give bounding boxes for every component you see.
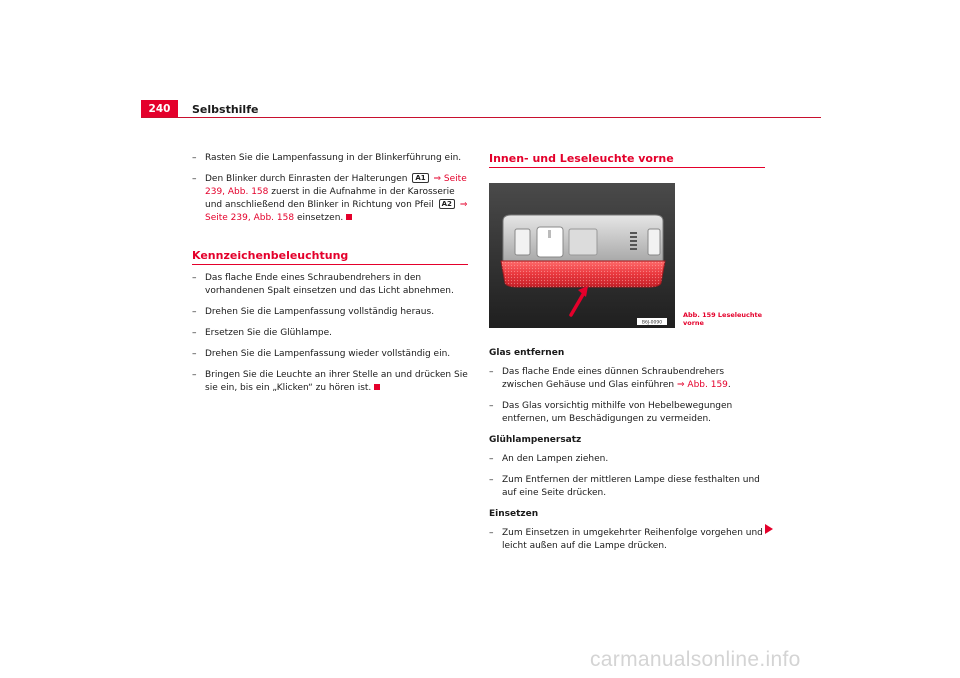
subheading-glas-entfernen: Glas entfernen	[489, 348, 565, 358]
running-title: Selbsthilfe	[192, 103, 259, 116]
list-item: – Das flache Ende eines dünnen Schraubendrehers zwischen Gehäuse und Glas einführen ⇒ Abb. 159.	[489, 367, 731, 390]
next-page-arrow-icon	[765, 524, 773, 534]
list-item: – An den Lampen ziehen.	[489, 454, 609, 464]
list-item: – Zum Einsetzen in umgekehrter Reihenfolge vorgehen und leicht außen auf die Lampe drücken.	[489, 528, 763, 551]
header-rule	[141, 117, 821, 118]
list-item: – Den Blinker durch Einrasten der Halterungen A1 ⇒ Seite 239, Abb. 158 zuerst in die Aufnahme in der Karosserie und anschließend den Blinker in Richtung von Pfeil A2 ⇒ Seite 239, Abb. 158 einsetzen.	[192, 174, 468, 223]
lamp-switch-left	[515, 229, 530, 255]
end-of-section-mark	[374, 384, 380, 390]
subheading-einsetzen: Einsetzen	[489, 509, 539, 519]
right-column-body	[489, 347, 765, 561]
subheading-gluehlampenersatz: Glühlampenersatz	[489, 435, 582, 445]
lamp-switch-right	[648, 229, 660, 255]
list-item: – Ersetzen Sie die Glühlampe.	[192, 328, 332, 338]
right-column-header	[489, 152, 765, 175]
watermark: carmanualsonline.info	[590, 648, 801, 671]
list-item: – Rasten Sie die Lampenfassung in der Blinkerführung ein.	[192, 153, 462, 163]
page-number: 240	[141, 100, 178, 118]
list-item: – Drehen Sie die Lampenfassung wieder vollständig ein.	[192, 349, 451, 359]
reading-light-illustration	[489, 183, 675, 328]
section-title-innenleuchte: Innen- und Leseleuchte vorne	[489, 152, 674, 165]
callout-a1: A1	[412, 173, 428, 183]
figure-reading-light	[489, 183, 675, 328]
end-of-section-mark	[346, 214, 352, 220]
figure-code: B6J-0090	[641, 320, 663, 326]
list-item: – Drehen Sie die Lampenfassung vollständig heraus.	[192, 307, 435, 317]
cross-reference-link[interactable]: ⇒ Seite 239, Abb. 158	[205, 174, 467, 197]
list-item: – Zum Entfernen der mittleren Lampe diese festhalten und auf eine Seite drücken.	[489, 475, 760, 498]
section-rule	[489, 167, 765, 168]
cross-reference-link[interactable]: ⇒ Abb. 159	[677, 380, 728, 390]
left-column	[192, 152, 468, 403]
list-item: – Das Glas vorsichtig mithilfe von Hebelbewegungen entfernen, um Beschädigungen zu vermeiden.	[489, 401, 733, 424]
callout-a2: A2	[439, 199, 455, 209]
cross-reference-link[interactable]: ⇒ Seite 239, Abb. 158	[205, 200, 468, 223]
section-title-kennzeichenbeleuchtung: Kennzeichenbeleuchtung	[192, 249, 349, 262]
section-rule	[192, 264, 468, 265]
list-item: – Bringen Sie die Leuchte an ihrer Stelle an und drücken Sie sie ein, bis ein „Klicken“ zu hören ist.	[192, 370, 468, 393]
list-item: – Das flache Ende eines Schraubendrehers in den vorhandenen Spalt einsetzen und das Licht abnehmen.	[192, 273, 454, 296]
figure-caption: Abb. 159 Leseleuchte vorne	[683, 311, 762, 327]
